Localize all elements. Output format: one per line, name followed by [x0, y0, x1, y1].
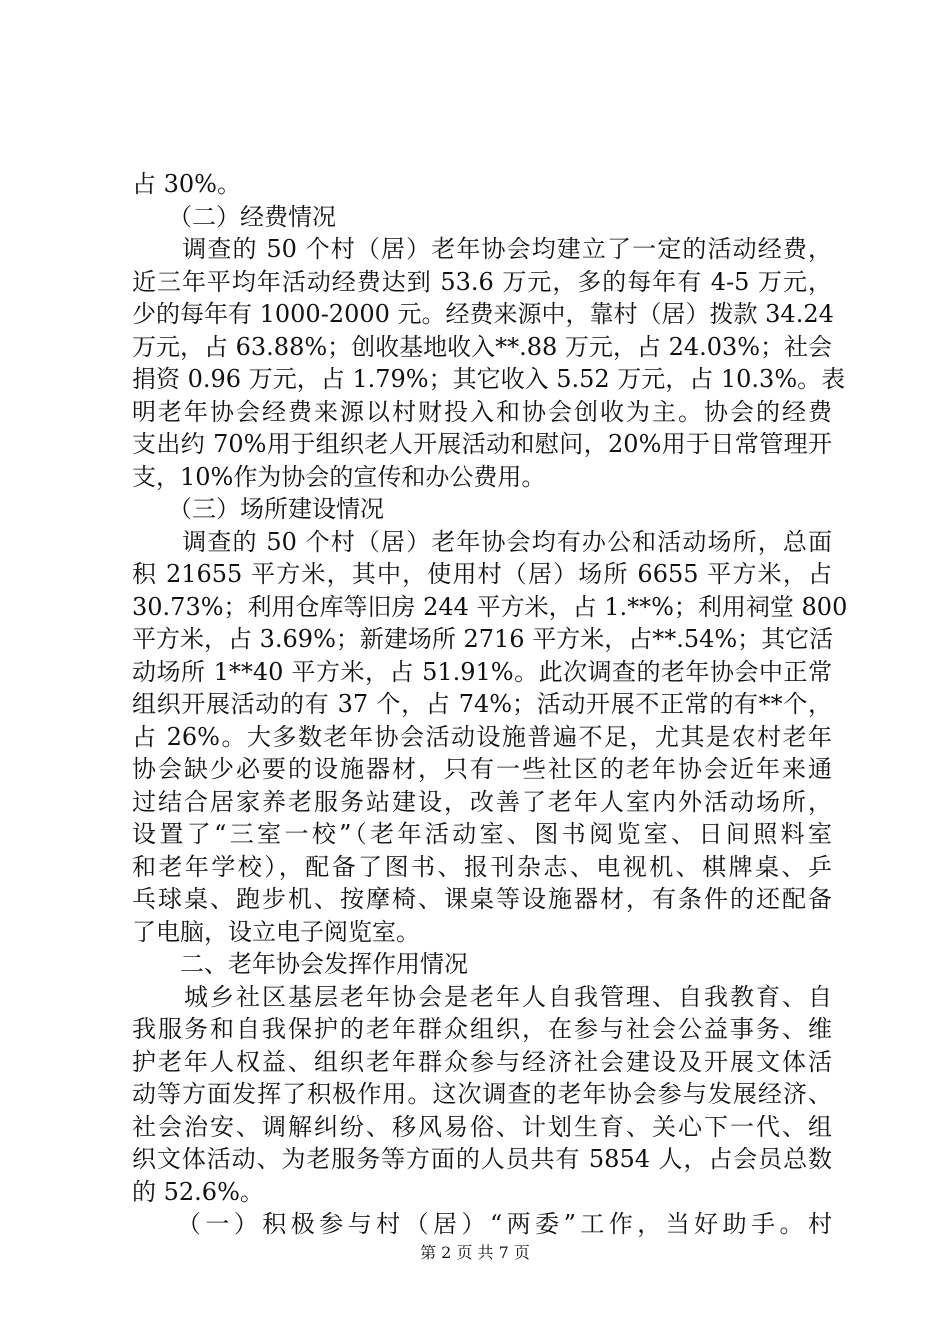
text-line: 护老年人权益、组织老年群众参与经济社会建设及开展文体活: [132, 1047, 832, 1076]
text-line: 动场所 1**40 平方米，占 51.91%。此次调查的老年协会中正常: [132, 657, 832, 686]
text-line: 支出约 70%用于组织老人开展活动和慰问，20%用于日常管理开: [132, 430, 832, 458]
text-line: 调查的 50 个村（居）老年协会均有办公和活动场所，总面: [132, 527, 832, 556]
page-number-footer: 第 2 页 共 7 页: [420, 1243, 530, 1262]
text-line: 动等方面发挥了积极作用。这次调查的老年协会参与发展经济、: [132, 1080, 832, 1108]
text-line: 设置了“三室一校”（老年活动室、图书阅览室、日间照料室: [132, 820, 832, 848]
text-line: 近三年平均年活动经费达到 53.6 万元，多的每年有 4-5 万元，: [132, 267, 832, 296]
text-line: 占 26%。大多数老年协会活动设施普遍不足，尤其是农村老年: [132, 722, 832, 751]
text-line: 调查的 50 个村（居）老年协会均建立了一定的活动经费，: [132, 235, 832, 263]
text-line: 二、老年协会发挥作用情况: [132, 950, 468, 978]
text-line: 捐资 0.96 万元，占 1.79%；其它收入 5.52 万元，占 10.3%。表: [132, 365, 846, 393]
text-line: 积 21655 平方米，其中，使用村（居）场所 6655 平方米，占: [132, 560, 832, 588]
text-line: （二）经费情况: [132, 202, 336, 231]
text-line: 平方米，占 3.69%；新建场所 2716 平方米，占**.54%；其它活: [132, 625, 834, 653]
text-line: 协会缺少必要的设施器材，只有一些社区的老年协会近年来通: [132, 755, 832, 783]
text-line: 的 52.6%。: [132, 1177, 264, 1206]
text-line: 30.73%；利用仓库等旧房 244 平方米，占 1.**%；利用祠堂 800: [132, 592, 848, 621]
text-line: 支，10%作为协会的宣传和办公费用。: [132, 462, 546, 491]
text-line: 和老年学校），配备了图书、报刊杂志、电视机、棋牌桌、乒: [132, 852, 832, 881]
text-line: 占 30%。: [132, 170, 241, 198]
text-line: 社会治安、调解纠纷、移风易俗、计划生育、关心下一代、组: [132, 1112, 832, 1141]
text-line: （一）积极参与村（居）“两委”工作，当好助手。村: [132, 1210, 832, 1238]
text-line: 组织开展活动的有 37 个，占 74%；活动开展不正常的有**个，: [132, 690, 832, 718]
text-line: 少的每年有 1000-2000 元。经费来源中，靠村（居）拨款 34.24: [132, 300, 834, 328]
text-line: 过结合居家养老服务站建设，改善了老年人室内外活动场所，: [132, 787, 832, 816]
text-line: 我服务和自我保护的老年群众组织，在参与社会公益事务、维: [132, 1015, 832, 1043]
text-line: 乓球桌、跑步机、按摩椅、课桌等设施器材，有条件的还配备: [132, 885, 832, 913]
document-body: [132, 168, 848, 1241]
text-line: 万元，占 63.88%；创收基地收入**.88 万元，占 24.03%；社会: [132, 332, 833, 361]
text-line: （三）场所建设情况: [132, 495, 384, 523]
text-line: 了电脑，设立电子阅览室。: [132, 917, 420, 946]
text-line: 明老年协会经费来源以村财投入和协会创收为主。协会的经费: [132, 397, 832, 426]
text-line: 城乡社区基层老年协会是老年人自我管理、自我教育、自: [132, 982, 832, 1011]
text-line: 织文体活动、为老服务等方面的人员共有 5854 人，占会员总数: [132, 1145, 832, 1173]
